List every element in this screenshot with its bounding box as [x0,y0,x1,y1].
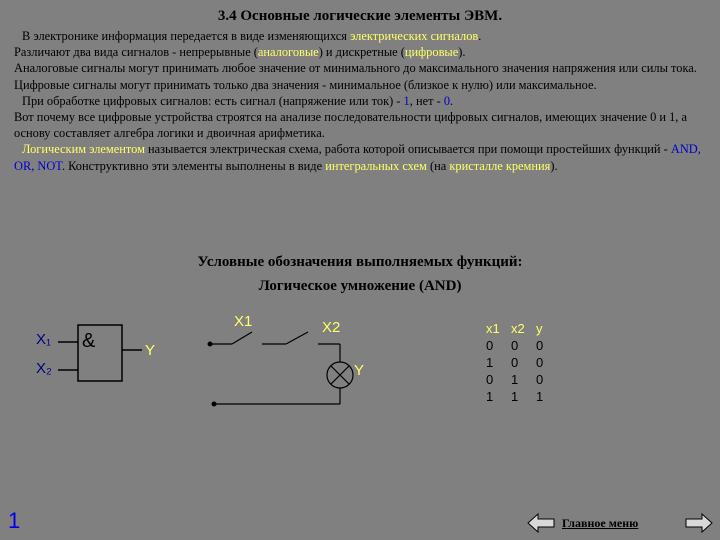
text-segment: Различают два вида сигналов - непрерывные ( [14,45,258,60]
text-segment: В электронике информация передается в виде изменяющихся [22,29,351,43]
truth-header-cell: y [536,321,543,336]
switch-x2-label: X2 [322,319,341,336]
section-heading: Условные обозначения выполняемых функций: [197,254,523,270]
text-segment: . [478,29,482,43]
truth-row [486,337,561,354]
text-segment: аналоговые [257,45,319,60]
truth-cell: 1 [486,389,494,404]
truth-cell: 1 [536,389,544,404]
paragraph [14,141,704,173]
text-segment: 1 [403,93,410,108]
text-segment: , нет - [409,93,444,108]
text-segment: электрических сигналов [350,29,479,43]
text-segment: При обработке цифровых сигналов: есть сигнал (напряжение или ток) - [22,93,404,108]
text-segment: . [450,93,454,108]
truth-cell: 0 [511,338,519,353]
text-segment: Логическим элементом [22,142,145,157]
text-segment: (на [426,158,450,173]
truth-cell: 0 [486,338,494,353]
forward-button[interactable] [684,512,714,534]
truth-table [486,320,561,405]
lamp-label: Y [354,362,365,379]
text-segment: ). [458,45,466,60]
text-segment: . Конструктивно эти элементы выполнены в виде [61,158,326,173]
text-segment: 0 [443,93,451,108]
gate-output-label: Y [145,342,156,359]
arrow-left-icon [526,512,556,534]
truth-cell: 0 [536,372,544,387]
circuit-terminal-bottom [212,402,217,407]
truth-cell: 1 [511,389,519,404]
circuit-terminal-top [208,342,213,347]
truth-header-cell: x2 [511,321,525,336]
text-segment: ). [550,158,558,173]
paragraph [14,93,704,109]
sub-heading: Логическое умножение (AND) [258,278,462,294]
truth-row [486,354,561,371]
text-segment: интегральных схем [325,158,427,173]
paragraph [14,28,704,44]
truth-cell: 0 [536,355,544,370]
truth-cell: 0 [486,372,494,387]
text-segment: называется электрическая схема, работа которой описывается при помощи простейших функций - [144,142,671,157]
switch-x1-label: X1 [234,313,253,330]
truth-row [486,388,561,405]
page-title: 3.4 Основные логические элементы ЭВМ. [217,8,503,24]
body-text [14,28,704,174]
text-segment: Вот почему все цифровые устройства строятся на анализе последовательности цифровых сигналов, имеющих значение 0 и 1, а основу составляет алгебра логики и двоичная арифметика. [14,110,687,141]
text-segment: ) и дискретные ( [318,45,405,60]
page-number: 1 [8,508,21,533]
paragraph [14,109,704,141]
arrow-right-icon [684,512,714,534]
back-button[interactable] [526,512,556,534]
truth-header-cell: x1 [486,321,500,336]
paragraph [14,44,704,60]
paragraph [14,60,704,92]
switch-x1 [232,332,252,344]
text-segment: AND, OR, NOT [14,142,701,173]
and-symbol: & [82,330,96,352]
truth-cell: 0 [536,338,544,353]
switch-x2 [286,332,308,344]
lamp [327,362,353,388]
main-menu-link[interactable]: Главное меню [562,516,639,530]
truth-row [486,371,561,388]
text-segment: кристалле кремния [449,158,551,173]
text-segment: Аналоговые сигналы могут принимать любое значение от минимального до максимального значения напряжения или силы тока. Цифровые сигналы могут принимать только два значения - минимальное (близкое к нулю) или максимальное. [14,61,697,92]
gate-input1-label: X₁ [36,331,52,348]
text-segment: цифровые [404,45,459,60]
truth-cell: 0 [511,355,519,370]
truth-cell: 1 [486,355,494,370]
gate-input2-label: X₂ [36,360,52,377]
truth-cell: 1 [511,372,519,387]
